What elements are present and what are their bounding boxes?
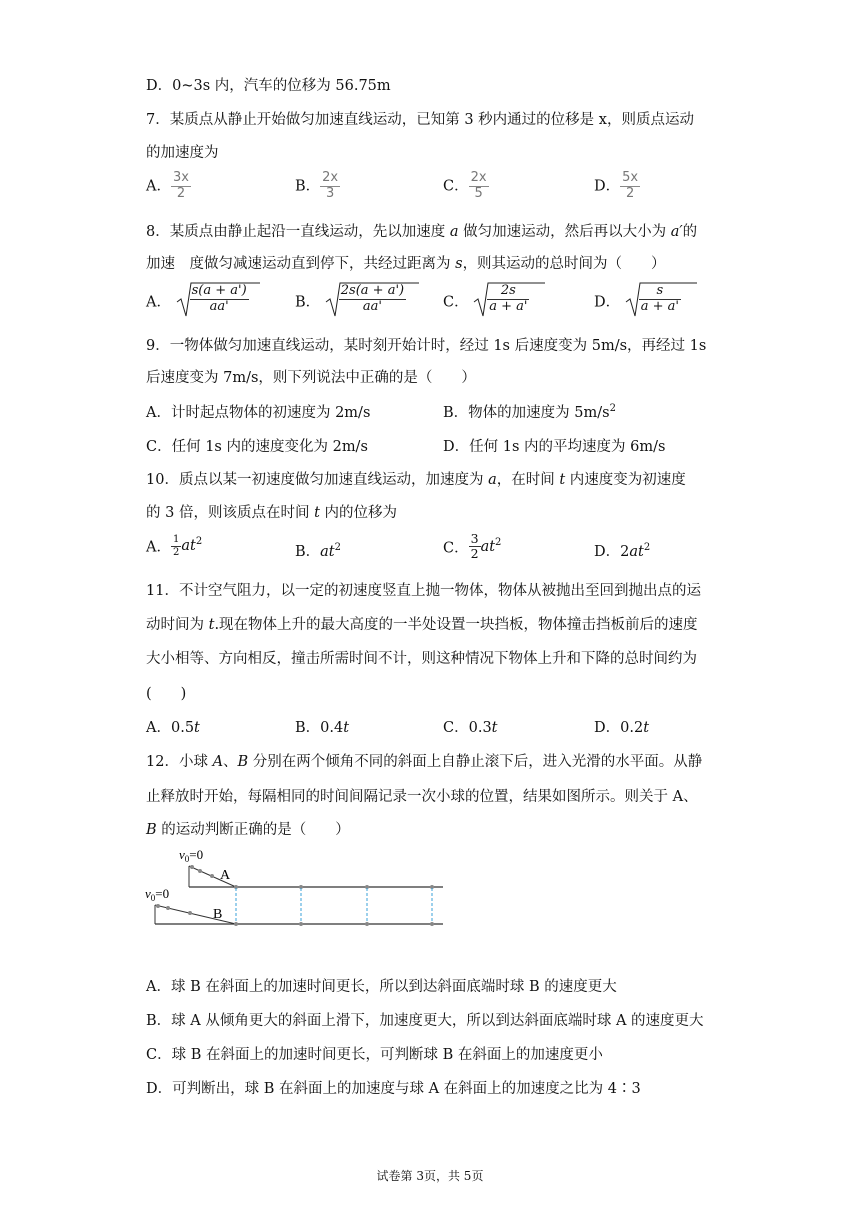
ball-b-pos bbox=[188, 911, 192, 915]
q8-option-d: D． $\frac{s}{a + a'}$ bbox=[594, 284, 697, 318]
q12-stem-line-3: B 的运动判断正确的是（ ） bbox=[146, 822, 350, 838]
page-footer: 试卷第 3页，共 5页 bbox=[376, 1169, 484, 1183]
q10-option-a: A． $\frac{1}{2}$ $at^2$ bbox=[146, 534, 203, 558]
q11-option-c: C．0.3t bbox=[443, 720, 498, 736]
ball-b-pos bbox=[166, 906, 170, 910]
q7-option-d: D． $\frac{5x}{2}$ bbox=[594, 170, 639, 201]
q9-stem-line-1: 9．一物体做匀加速直线运动，某时刻开始计时，经过 1s 后速度变为 5m/s，再经过 1s bbox=[146, 338, 707, 354]
q12-stem-line-2: 止释放时开始，每隔相同的时间间隔记录一次小球的位置，结果如图所示。则关于 A、 bbox=[146, 789, 698, 805]
ball-b-pos bbox=[234, 922, 238, 926]
label-b: B bbox=[213, 907, 223, 922]
q9-option-b: B．物体的加速度为 $5m/s^2$ bbox=[443, 403, 616, 421]
ball-a-pos bbox=[210, 874, 214, 878]
q8-option-c: C． $\frac{2s}{a + a'}$ bbox=[443, 284, 545, 318]
q7-option-a: A． $\frac{3x}{2}$ bbox=[146, 170, 189, 201]
q11-stem-line-2: 动时间为 t.现在物体上升的最大高度的一半处设置一块挡板，物体撞击挡板前后的速度 bbox=[146, 617, 698, 633]
q6-option-d: D．0~3s 内，汽车的位移为 56.75m bbox=[146, 78, 391, 94]
q7-option-c: C． $\frac{2x}{5}$ bbox=[443, 170, 487, 201]
q7-option-b: B． $\frac{2x}{3}$ bbox=[295, 170, 339, 201]
q8-option-b: B． $\frac{2s(a + a')}{aa'}$ bbox=[295, 284, 419, 318]
q8-option-a: A． $\frac{s(a + a')}{aa'}$ bbox=[146, 284, 260, 318]
q10-option-b: B．$at^2$ bbox=[295, 542, 342, 560]
q11-option-a: A．0.5t bbox=[146, 720, 200, 736]
q11-stem-line-3: 大小相等、方向相反，撞击所需时间不计，则这种情况下物体上升和下降的总时间约为 bbox=[146, 651, 697, 667]
q12-option-b: B．球 A 从倾角更大的斜面上滑下，加速度更大，所以到达斜面底端时球 A 的速度更大 bbox=[146, 1013, 704, 1029]
q10-option-c: C． $\frac{3}{2}$ $at^2$ bbox=[443, 531, 502, 562]
q11-stem-line-4: ( ) bbox=[146, 686, 187, 702]
q12-option-d: D．可判断出，球 B 在斜面上的加速度与球 A 在斜面上的加速度之比为 4∶3 bbox=[146, 1081, 641, 1097]
q12-stem-line-1: 12．小球 A、B 分别在两个倾角不同的斜面上自静止滚下后，进入光滑的水平面。从静 bbox=[146, 754, 703, 770]
ball-a-pos bbox=[190, 865, 194, 869]
q9-option-d: D．任何 1s 内的平均速度为 6m/s bbox=[443, 439, 666, 455]
q8-stem-line-1: 8．某质点由静止起沿一直线运动，先以加速度 a 做匀加速运动，然后再以大小为 a′的 bbox=[146, 224, 698, 240]
q11-option-d: D．0.2t bbox=[594, 720, 650, 736]
q12-figure bbox=[145, 843, 455, 933]
q10-option-d: D．$2at^2$ bbox=[594, 542, 651, 560]
q7-stem-line-2: 的加速度为 bbox=[146, 145, 219, 161]
ball-a-pos bbox=[198, 869, 202, 873]
q12-option-a: A．球 B 在斜面上的加速时间更长，所以到达斜面底端时球 B 的速度更大 bbox=[146, 979, 617, 995]
q10-stem-line-1: 10．质点以某一初速度做匀加速直线运动，加速度为 a，在时间 t 内速度变为初速度 bbox=[146, 472, 686, 488]
q11-stem-line-1: 11．不计空气阻力，以一定的初速度竖直上抛一物体，物体从被抛出至回到抛出点的运 bbox=[146, 583, 701, 599]
q9-option-a: A．计时起点物体的初速度为 2m/s bbox=[146, 405, 371, 421]
v0-label-a: $v_0=0$ bbox=[179, 847, 204, 864]
q9-stem-line-2: 后速度变为 7m/s，则下列说法中正确的是（ ） bbox=[146, 370, 476, 386]
v0-label-b: $v_0=0$ bbox=[145, 886, 170, 903]
q9-option-c: C．任何 1s 内的速度变化为 2m/s bbox=[146, 439, 368, 455]
ball-b-pos bbox=[156, 904, 160, 908]
ball-b-pos bbox=[299, 922, 303, 926]
ball-b-pos bbox=[430, 922, 434, 926]
q10-stem-line-2: 的 3 倍，则该质点在时间 t 内的位移为 bbox=[146, 505, 397, 521]
ball-b-pos bbox=[365, 922, 369, 926]
label-a: A bbox=[220, 868, 231, 883]
q8-stem-line-2: 加速 度做匀减速运动直到停下，共经过距离为 s，则其运动的总时间为（ ） bbox=[146, 256, 666, 272]
q12-option-c: C．球 B 在斜面上的加速时间更长，可判断球 B 在斜面上的加速度更小 bbox=[146, 1047, 603, 1063]
q11-option-b: B．0.4t bbox=[295, 720, 350, 736]
q7-stem-line-1: 7．某质点从静止开始做匀加速直线运动，已知第 3 秒内通过的位移是 x，则质点运动 bbox=[146, 112, 694, 128]
